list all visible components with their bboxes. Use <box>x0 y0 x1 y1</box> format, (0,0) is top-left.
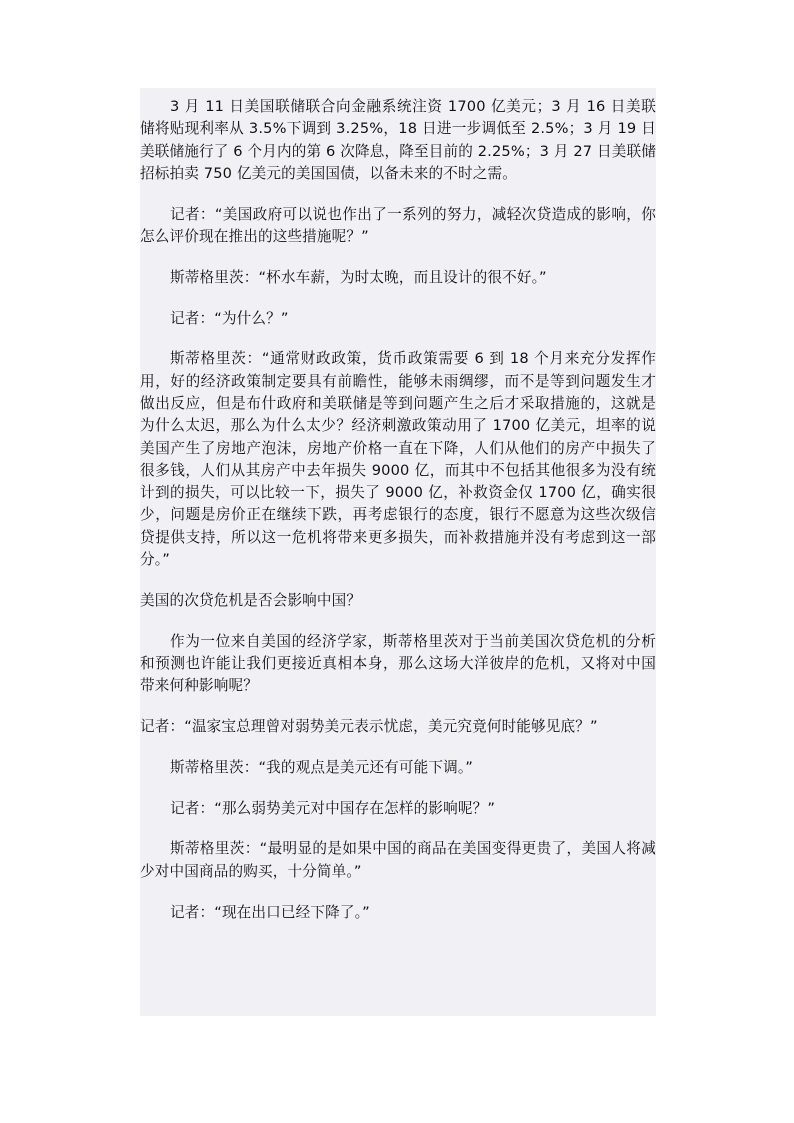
paragraph-reporter-why: 记者：“为什么？” <box>170 309 289 327</box>
section-heading-china-impact: 美国的次贷危机是否会影响中国？ <box>140 591 362 609</box>
document-page <box>140 88 656 1016</box>
paragraph-stiglitz-answer-long: 斯蒂格里茨：“通常财政政策，货币政策需要 6 到 18 个月来充分发挥作用，好的经济政策制定要具有前瞻性，能够未雨绸缪，而不是等到问题发生才做出反应，但是布什政府和美联储是等到问题产生之后才采取措施的，这就是为什么太迟，那么为什么太少？经济刺激政策动用了 1700 亿美元，坦率的说美国产生了房地产泡沫，房地产价格一直在下降，人们从他们的房产中损失了很多钱，人们从其房产中去年损失 9000 亿，而其中不包括其他很多为没有统计到的损失，可以比较一下，损失了 9000 亿，补救资金仅 1700 亿，确实很少，问题是房价正在继续下跌，再考虑银行的态度，银行不愿意为这些次级信贷提供支持，所以这一危机将带来更多损失，而补救措施并没有考虑到这一部分。” <box>140 350 656 569</box>
paragraph-reporter-weak-dollar: 记者：“温家宝总理曾对弱势美元表示忧虑，美元究竟何时能够见底？” <box>140 718 598 736</box>
paragraph-reporter-impact-on-china: 记者：“那么弱势美元对中国存在怎样的影响呢？” <box>170 799 496 817</box>
paragraph-stiglitz-answer-short: 斯蒂格里茨：“杯水车薪，为时太晚，而且设计的很不好。” <box>170 268 547 286</box>
paragraph-intro-china-impact: 作为一位来自美国的经济学家，斯蒂格里茨对于当前美国次贷危机的分析和预测也许能让我们更接近真相本身，那么这场大洋彼岸的危机，又将对中国带来何种影响呢？ <box>140 632 656 695</box>
paragraph-reporter-exports-down: 记者：“现在出口已经下降了。” <box>170 903 370 921</box>
paragraph-fed-measures: 3 月 11 日美国联储联合向金融系统注资 1700 亿美元；3 月 16 日美联储将贴现利率从 3.5%下调到 3.25%，18 日进一步调低至 2.5%；3 月 19 日美联储施行了 6 个月内的第 6 次降息，降至目前的 2.25%；3 月 27 日美联储招标拍卖 750 亿美元的美国国债，以备未来的不时之需。 <box>140 98 656 182</box>
paragraph-stiglitz-goods-pricier: 斯蒂格里茨：“最明显的是如果中国的商品在美国变得更贵了，美国人将减少对中国商品的购买，十分简单。” <box>140 840 656 880</box>
paragraph-reporter-question-measures: 记者：“美国政府可以说也作出了一系列的努力，减轻次贷造成的影响，你怎么评价现在推出的这些措施呢？” <box>140 205 656 245</box>
paragraph-stiglitz-dollar-view: 斯蒂格里茨：“我的观点是美元还有可能下调。” <box>170 758 473 776</box>
